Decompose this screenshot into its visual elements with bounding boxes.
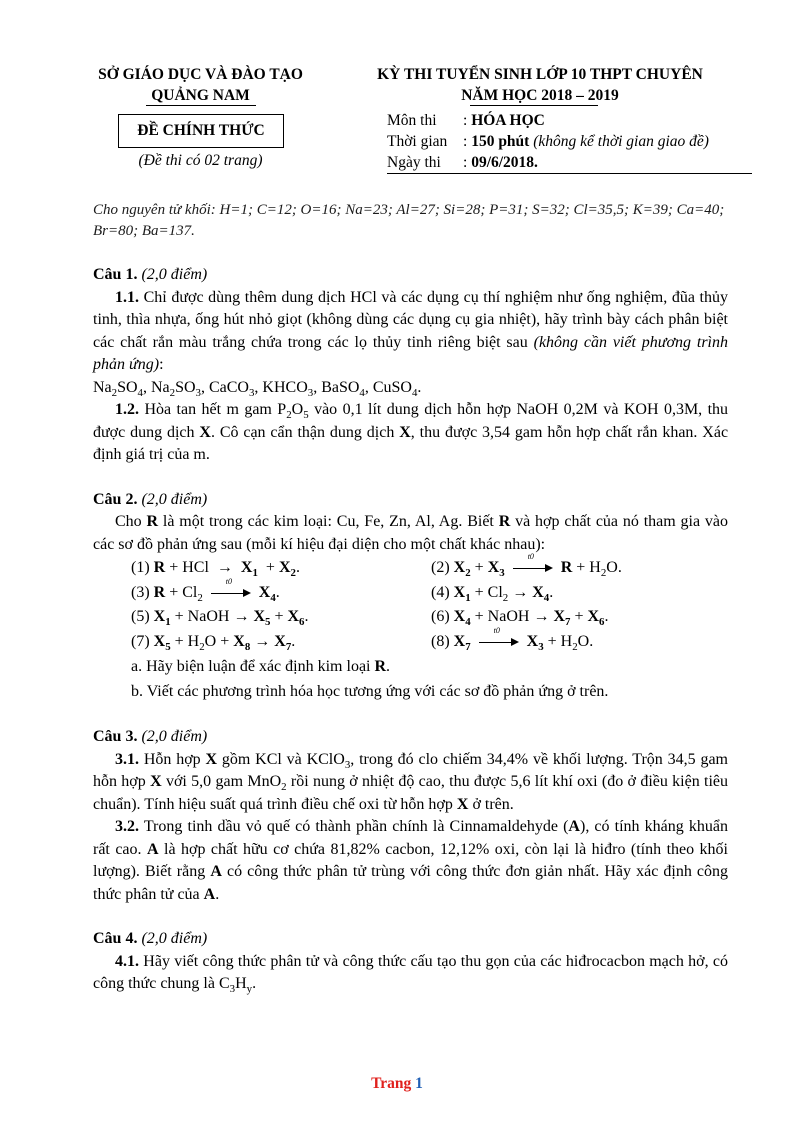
reaction-5: (5) $X_1$ + NaOH → $X_5 + X_6$.	[131, 608, 309, 629]
pages-note: (Đề thi có 02 trang)	[138, 152, 263, 169]
question-1-1-chemicals: $Na_2SO_4$, $Na_2SO_3$, CaCO$_3$, $KHCO_3$, BaSO$_4$, CuSO$_4$.	[93, 378, 422, 399]
question-2-subitems	[131, 654, 728, 704]
exam-title-line2: NĂM HỌC 2018 – 2019	[461, 87, 619, 104]
department-block	[78, 64, 323, 106]
exam-title-line1: KỲ THI TUYỂN SINH LỚP 10 THPT CHUYÊN	[377, 66, 703, 83]
reaction-3: (3) $R + Cl_2$ t0 $X_4$.	[131, 576, 280, 604]
question-2-heading: Câu 2. (2,0 điểm)	[93, 490, 208, 508]
department-underline	[146, 105, 256, 106]
date-value: : 09/6/2018.	[463, 154, 538, 171]
header-divider	[387, 173, 752, 174]
question-2-item-b: b. Viết các phương trình hóa học tương ứng với các sơ đồ phản ứng ở trên.	[131, 683, 609, 700]
department-line1: SỞ GIÁO DỤC VÀ ĐÀO TẠO	[98, 66, 303, 83]
question-3-1: 3.1. Hỗn hợp X gồm KCl và KClO$_3$, trong đó clo chiếm 34,4% về khối lượng. Trộn 34,5 gam hỗn hợp X với 5,0 gam MnO$_2$ rồi nung ở nhiệt độ cao, thu được 5,6 lít khí oxi (đo ở điều kiện tiêu chuẩn). Tính hiệu suất quá trình điều chế oxi từ hỗn hợp X ở trên.	[93, 750, 729, 813]
reaction-8: (8) $X_7$ t0 $X_3 + H_2O$.	[431, 625, 594, 653]
subject-value: : HÓA HỌC	[463, 112, 545, 129]
date-label: Ngày thi	[387, 154, 441, 171]
question-4-heading: Câu 4. (2,0 điểm)	[93, 930, 208, 947]
page-label: Trang	[371, 1075, 412, 1092]
time-label: Thời gian	[387, 133, 448, 150]
reaction-4: (4) $X_1 + Cl_2 \to X_4$.	[431, 583, 554, 604]
heat-arrow-icon: t0	[513, 562, 553, 574]
official-exam-box	[118, 114, 284, 148]
time-value: : 150 phút (không kể thời gian giao đề)	[463, 133, 709, 150]
reaction-scheme-grid	[131, 552, 728, 654]
subject-label: Môn thi	[387, 112, 437, 129]
question-1-heading: Câu 1. (2,0 điểm)	[93, 266, 208, 283]
heat-arrow-icon: t0	[211, 587, 251, 599]
question-2-item-a: a. Hãy biện luận để xác định kim loại R.	[131, 658, 391, 675]
question-1-2: 1.2. Hòa tan hết m gam $P_2O_5$ vào 0,1 lít dung dịch hỗn hợp NaOH 0,2M và KOH 0,3M, thu được dung dịch X. Cô cạn cẩn thận dung dịch X, thu được 3,54 gam hỗn hợp chất rắn khan. Xác định giá trị của m.	[93, 401, 729, 463]
question-2-intro: Cho R là một trong các kim loại: Cu, Fe, Zn, Al, Ag. Biết R và hợp chất của nó tham gia vào các sơ đồ phản ứng sau (mỗi kí hiệu đại diện cho một chất khác nhau):	[93, 513, 729, 553]
question-3-heading: Câu 3. (2,0 điểm)	[93, 728, 208, 745]
reaction-7: (7) $X_5 + H_2O + X_8 \to X_7$.	[131, 632, 296, 653]
exam-title-underline	[470, 105, 598, 106]
reaction-2: (2) $X_2 + X_3$ t0 $R + H_2O$.	[431, 552, 622, 580]
reaction-6: (6) $X_4$ + NaOH → $X_7 + X_6$.	[431, 608, 609, 629]
department-line2: QUẢNG NAM	[151, 87, 250, 104]
question-3-2: 3.2. Trong tinh dầu vỏ quế có thành phần chính là Cinnamaldehyde (A), có tính kháng khuẩn rất cao. A là hợp chất hữu cơ chứa 81,82% cacbon, 12,12% oxi, còn lại là hiđro (tính theo khối lượng). Biết rằng A có công thức phân tử trùng với công thức đơn giản nhất. Hãy xác định công thức phân tử của A.	[93, 818, 729, 903]
page-footer	[0, 1075, 794, 1093]
question-4-1: 4.1. Hãy viết công thức phân tử và công thức cấu tạo thu gọn của các hiđrocacbon mạch hở, có công thức chung là $C_3H_y$.	[93, 952, 729, 996]
exam-content	[93, 264, 728, 996]
exam-info-table	[387, 110, 709, 173]
atomic-masses: Cho nguyên tử khối: H=1; C=12; O=16; Na=23; Al=27; Si=28; P=31; S=32; Cl=35,5; K=39; Ca=40; Br=80; Ba=137.	[93, 202, 725, 239]
reaction-1: (1) R + HCl → $X_1 + X_2$.	[131, 559, 300, 580]
heat-arrow-icon: t0	[479, 636, 519, 648]
page-number: 1	[415, 1075, 423, 1092]
exam-title-block	[340, 64, 740, 106]
official-exam-label: ĐỀ CHÍNH THỨC	[137, 122, 265, 139]
question-1-1: 1.1. Chỉ được dùng thêm dung dịch HCl và các dụng cụ thí nghiệm như ống nghiệm, đũa thủy tinh, thìa nhựa, ống hút nhỏ giọt (không dùng các dụng cụ gia nhiệt), hãy trình bày cách phân biệt các chất rắn màu trắng chứa trong các lọ thủy tinh riêng biệt sau (không cần viết phương trình phản ứng):	[93, 288, 729, 373]
